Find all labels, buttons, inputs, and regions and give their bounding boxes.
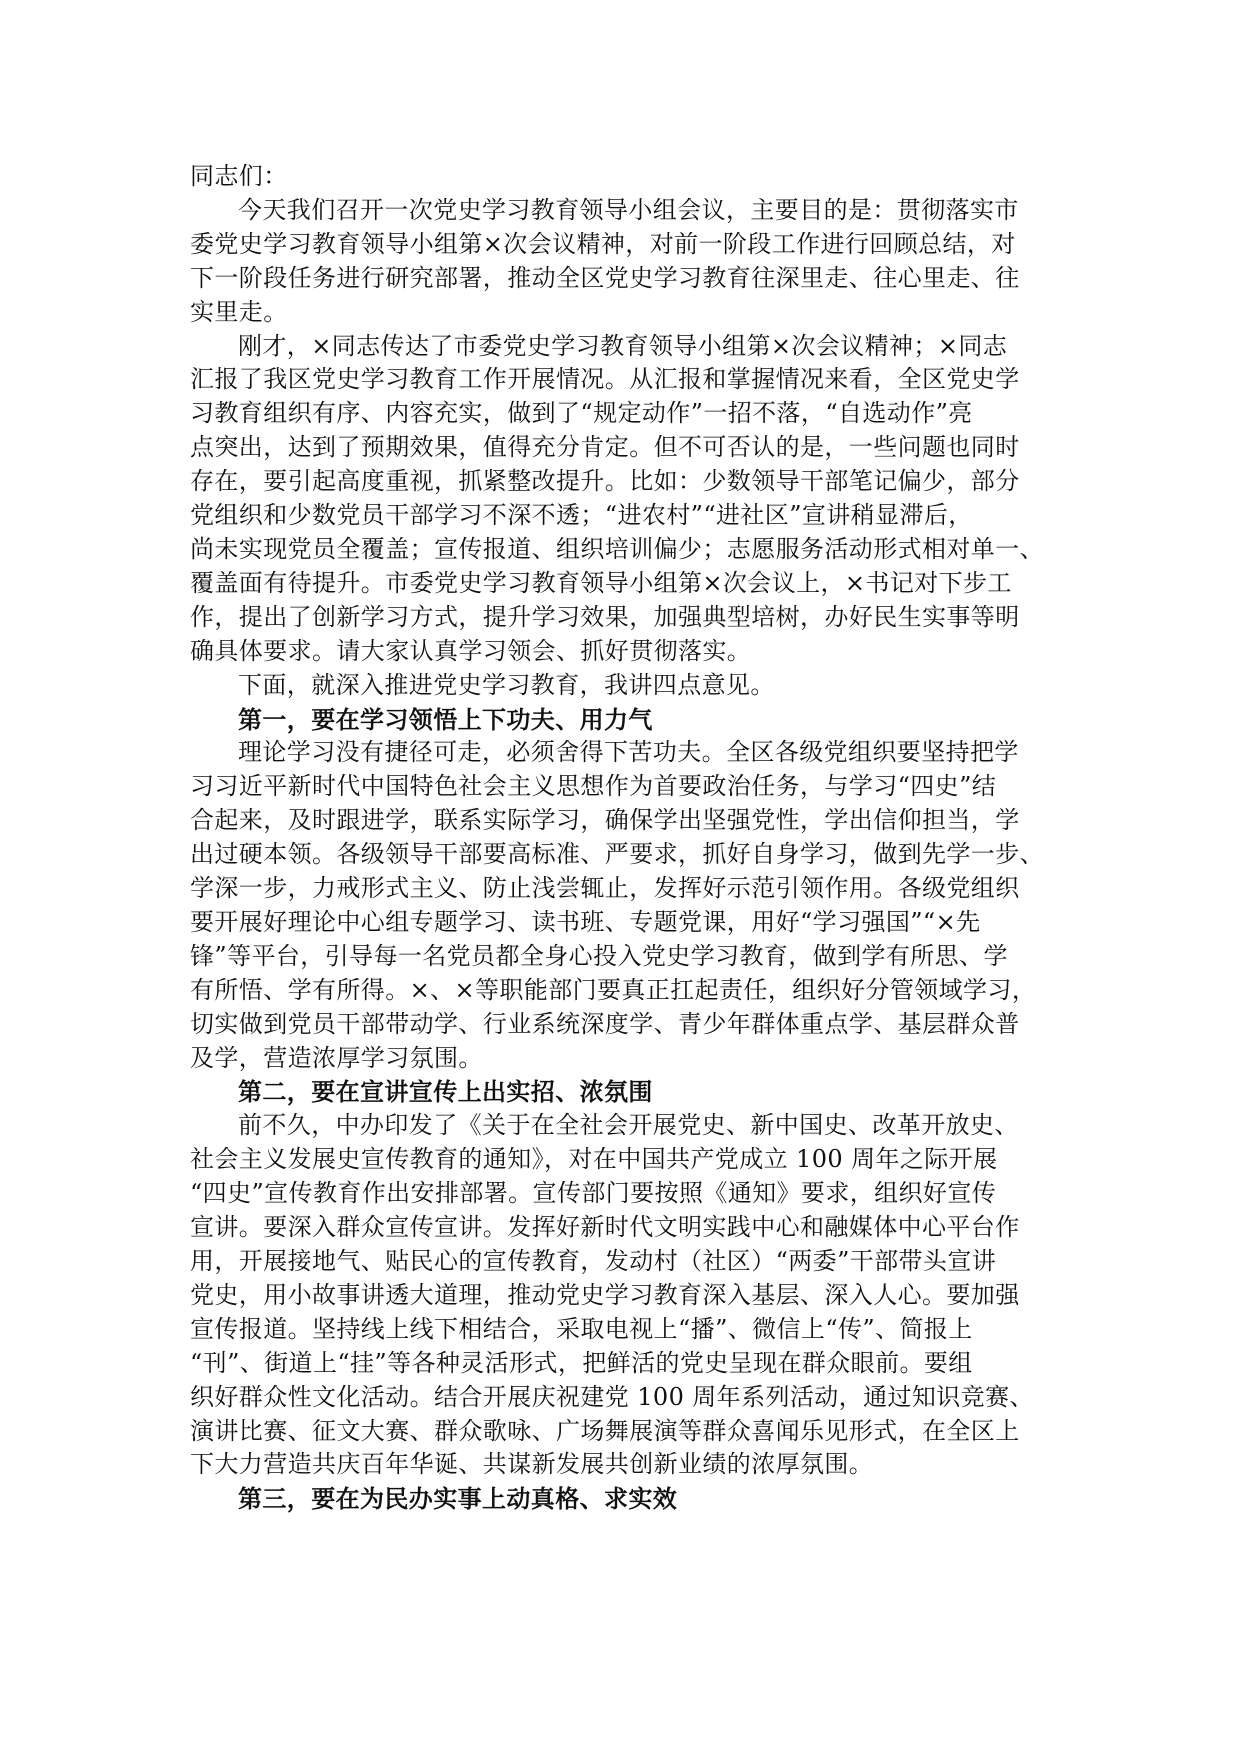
section-heading: 第一，要在学习领悟上下功夫、用力气	[238, 704, 653, 734]
paragraph-line: 刚才，×同志传达了市委党史学习教育领导小组第×次会议精神；×同志	[238, 331, 1008, 360]
section-heading: 第三，要在为民办实事上动真格、求实效	[238, 1484, 678, 1514]
paragraph-line: 宣讲。要深入群众宣传宣讲。发挥好新时代文明实践中心和融媒体中心平台作	[190, 1213, 1020, 1242]
paragraph-line: 习习近平新时代中国特色社会主义思想作为首要政治任务，与学习“四史”结	[190, 772, 997, 801]
paragraph-line: 及学，营造浓厚学习氛围。	[190, 1043, 483, 1072]
paragraph-line: 下大力营造共庆百年华诞、共谋新发展共创新业绩的浓厚氛围。	[190, 1450, 874, 1479]
paragraph-line: 学深一步，力戒形式主义、防止浅尝辄止，发挥好示范引领作用。各级党组织	[190, 874, 1020, 903]
section-heading: 第二，要在宣讲宣传上出实招、浓氛围	[238, 1077, 653, 1107]
paragraph-line: 汇报了我区党史学习教育工作开展情况。从汇报和掌握情况来看，全区党史学	[190, 365, 1020, 394]
paragraph-line: 尚未实现党员全覆盖；宣传报道、组织培训偏少；志愿服务活动形式相对单一、	[190, 534, 1044, 563]
paragraph-line: 下面，就深入推进党史学习教育，我讲四点意见。	[238, 670, 775, 699]
paragraph-line: 今天我们召开一次党史学习教育领导小组会议，主要目的是：贯彻落实市	[238, 195, 1019, 224]
paragraph-line: 确具体要求。请大家认真学习领会、抓好贯彻落实。	[190, 636, 752, 665]
salutation: 同志们：	[190, 162, 288, 190]
paragraph-line: 实里走。	[190, 297, 288, 326]
paragraph-line: 党史，用小故事讲透大道理，推动党史学习教育深入基层、深入人心。要加强	[190, 1280, 1020, 1309]
paragraph-line: 织好群众性文化活动。结合开展庆祝建党 100 周年系列活动，通过知识竞赛、	[190, 1382, 1034, 1411]
paragraph-line: 前不久，中办印发了《关于在全社会开展党史、新中国史、改革开放史、	[238, 1111, 1019, 1140]
paragraph-line: 锋”等平台，引导每一名党员都全身心投入党史学习教育，做到学有所思、学	[190, 941, 1008, 970]
paragraph-line: 理论学习没有捷径可走，必须舍得下苦功夫。全区各级党组织要坚持把学	[238, 738, 1019, 767]
paragraph-line: 作，提出了创新学习方式，提升学习效果，加强典型培树，办好民生实事等明	[190, 602, 1020, 631]
paragraph-line: 宣传报道。坚持线上线下相结合，采取电视上“播”、微信上“传”、简报上	[190, 1314, 973, 1343]
paragraph-line: 存在，要引起高度重视，抓紧整改提升。比如：少数领导干部笔记偏少，部分	[190, 467, 1020, 496]
paragraph-line: 合起来，及时跟进学，联系实际学习，确保学出坚强党性，学出信仰担当，学	[190, 806, 1020, 835]
paragraph-line: “四史”宣传教育作出安排部署。宣传部门要按照《通知》要求，组织好宣传	[190, 1179, 997, 1208]
paragraph-line: 要开展好理论中心组专题学习、读书班、专题党课，用好“学习强国”“×先	[190, 907, 981, 936]
paragraph-line: 点突出，达到了预期效果，值得充分肯定。但不可否认的是，一些问题也同时	[190, 433, 1020, 462]
paragraph-line: 出过硬本领。各级领导干部要高标准、严要求，抓好自身学习，做到先学一步、	[190, 840, 1044, 869]
paragraph-line: “刊”、街道上“挂”等各种灵活形式，把鲜活的党史呈现在群众眼前。要组	[190, 1348, 973, 1377]
paragraph-line: 习教育组织有序、内容充实，做到了“规定动作”一招不落，“自选动作”亮	[190, 399, 973, 428]
paragraph-line: 有所悟、学有所得。×、×等职能部门要真正扛起责任，组织好分管领域学习，	[190, 975, 1037, 1004]
paragraph-line: 下一阶段任务进行研究部署，推动全区党史学习教育往深里走、往心里走、往	[190, 263, 1020, 292]
paragraph-line: 切实做到党员干部带动学、行业系统深度学、青少年群体重点学、基层群众普	[190, 1009, 1020, 1038]
paragraph-line: 覆盖面有待提升。市委党史学习教育领导小组第×次会议上，×书记对下步工	[190, 568, 1012, 597]
paragraph-line: 党组织和少数党员干部学习不深不透；“进农村”“进社区”宣讲稍显滞后，	[190, 501, 973, 530]
paragraph-line: 用，开展接地气、贴民心的宣传教育，发动村（社区）“两委”干部带头宣讲	[190, 1247, 997, 1275]
paragraph-line: 演讲比赛、征文大赛、群众歌咏、广场舞展演等群众喜闻乐见形式，在全区上	[190, 1416, 1020, 1445]
paragraph-line: 社会主义发展史宣传教育的通知》，对在中国共产党成立 100 周年之际开展	[190, 1145, 998, 1174]
document-page	[190, 160, 1070, 1516]
paragraph-line: 委党史学习教育领导小组第×次会议精神，对前一阶段工作进行回顾总结，对	[190, 229, 1016, 258]
